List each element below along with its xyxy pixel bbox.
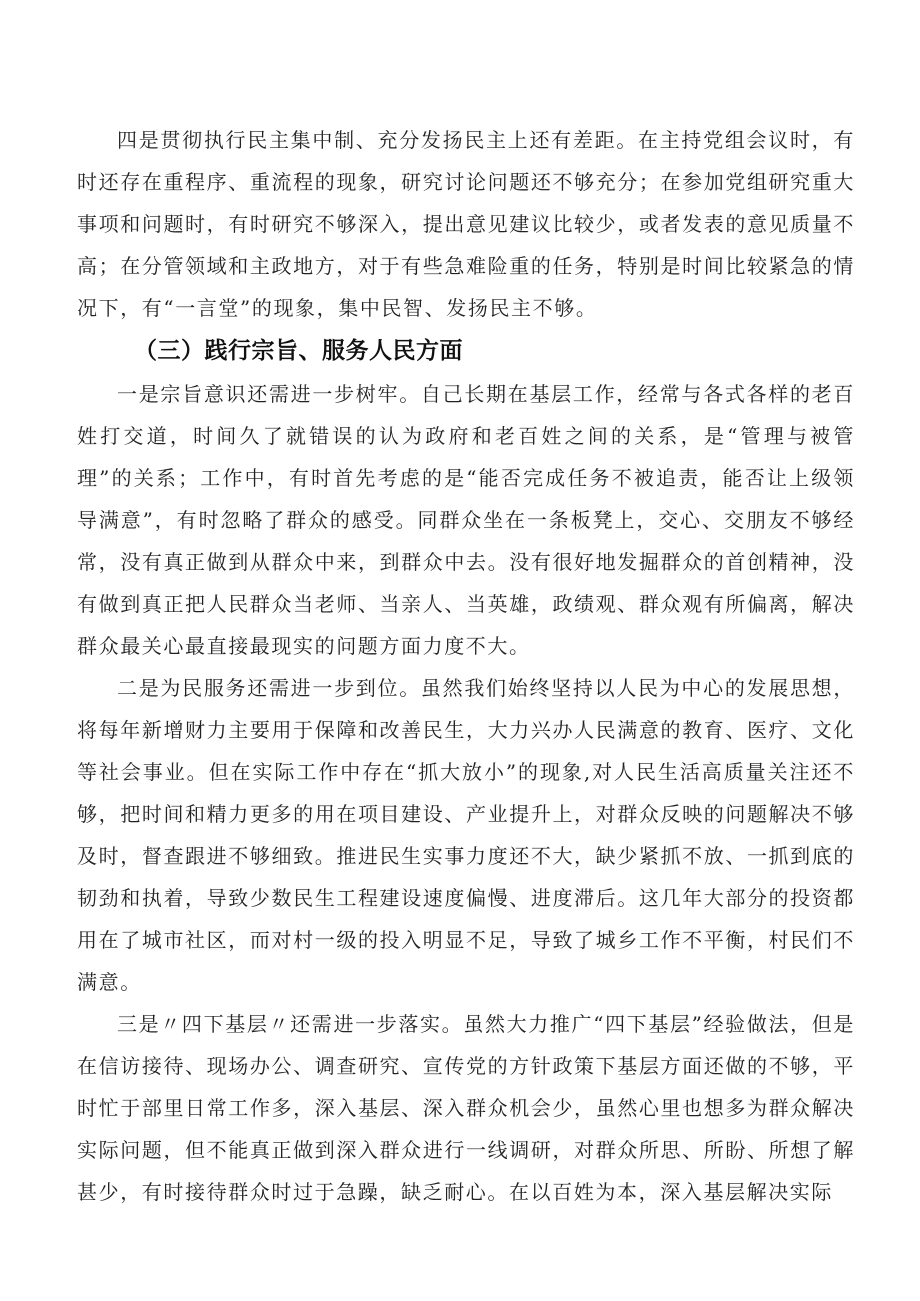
paragraph-democratic-centralism: 四是贯彻执行民主集中制、充分发扬民主上还有差距。在主持党组会议时，有时还存在重程序、重流程的现象，研究讨论问题还不够充分；在参加党组研究重大事项和问题时，有时研究不够深入，提出意见建议比较少，或者发表的意见质量不高；在分管领域和主政地方，对于有些急难险重的任务，特别是时间比较紧急的情况下，有“一言堂”的现象，集中民智、发扬民主不够。	[77, 128, 855, 320]
paragraph-four-down-to-grassroots: 三是〃四下基层〃还需进一步落实。虽然大力推广“四下基层”经验做法，但是在信访接待、现场办公、调查研究、宣传党的方针政策下基层方面还做的不够，平时忙于部里日常工作多，深入基层、深入群众机会少，虽然心里也想多为群众解决实际问题，但不能真正做到深入群众进行一线调研，对群众所思、所盼、所想了解甚少，有时接待群众时过于急躁，缺乏耐心。在以百姓为本，深入基层解决实际	[77, 1012, 855, 1204]
section-heading: （三）践行宗旨、服务人民方面	[134, 338, 463, 364]
document-body	[77, 119, 855, 1213]
paragraph-serving-people: 二是为民服务还需进一步到位。虽然我们始终坚持以人民为中心的发展思想，将每年新增财力主要用于保障和改善民生，大力兴办人民满意的教育、医疗、文化等社会事业。但在实际工作中存在“抓大放小”的现象,对人民生活高质量关注还不够，把时间和精力更多的用在项目建设、产业提升上，对群众反映的问题解决不够及时，督查跟进不够细致。推进民生实事力度还不大，缺少紧抓不放、一抓到底的韧劲和执着，导致少数民生工程建设速度偏慢、进度滞后。这几年大部分的投资都用在了城市社区，而对村一级的投入明显不足，导致了城乡工作不平衡，村民们不满意。	[77, 676, 855, 994]
paragraph-purpose-awareness: 一是宗旨意识还需进一步树牢。自己长期在基层工作，经常与各式各样的老百姓打交道，时间久了就错误的认为政府和老百姓之间的关系，是“管理与被管理”的关系；工作中，有时首先考虑的是“能否完成任务不被追责，能否让上级领导满意”，有时忽略了群众的感受。同群众坐在一条板凳上，交心、交朋友不够经常，没有真正做到从群众中来，到群众中去。没有很好地发掘群众的首创精神，没有做到真正把人民群众当老师、当亲人、当英雄，政绩观、群众观有所偏离，解决群众最关心最直接最现实的问题方面力度不大。	[77, 382, 855, 658]
